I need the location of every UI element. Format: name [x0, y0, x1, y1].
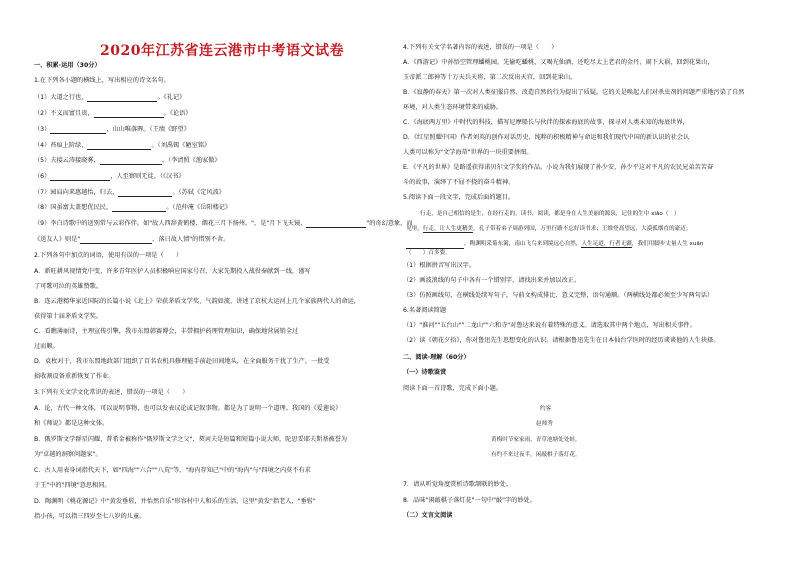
line-text: A．论，古代一种文体，可以说明事物，也可以发表议论或记叙事物。都是为了说明一个道理。我国的《爱莲说》 [34, 405, 342, 412]
right-line [403, 512, 769, 520]
left-line [34, 436, 386, 444]
right-line [403, 134, 769, 142]
line-text: （2）画波浪线的句子中各有一个错别字，请找出来并加以改正。 [403, 277, 581, 284]
passage-line-2 [406, 225, 766, 233]
line-text-after: 。（范仲淹《岳阳楼记》 [166, 204, 232, 211]
line-text: 8．品味"闲敲棋子落灯花"一句中"敲"字的妙处。 [403, 497, 536, 504]
line-text: 7．请从听觉角度赏析诗歌颔联的妙处。 [403, 481, 513, 488]
right-line [403, 354, 769, 362]
line-text-after: 。（刘禹锡《陋室铭》 [151, 142, 211, 149]
line-text: E．《平凡的世界》是路遥获得诺贝尔文学奖的作品。小说为我们展现了孙少安、孙少平这对平凡的农民兄弟苦苦奋 [403, 164, 714, 171]
line-text: 指小孩，可以指三四岁至七八岁的儿童。 [34, 513, 146, 520]
poem-title: 约客 [540, 406, 552, 412]
right-line [403, 385, 769, 393]
right-line [403, 497, 769, 505]
line-text: 过而顺。 [34, 343, 59, 350]
left-line [34, 77, 386, 85]
line-text: 3.下列有关文学文化常识的表述，错误的一项是（ ） [34, 389, 189, 396]
line-text: 人类可以称为"文学海蒂"世界的一块重要拼图。 [403, 149, 533, 156]
line-text: D．《红星照耀中国》作者刘英的创作对话历史、纯粹的积极精神与命运和我们现代中国的新认识的社会认 [403, 134, 690, 141]
line-text: 二、阅读·理解（60分） [403, 354, 470, 361]
right-line [403, 481, 769, 489]
left-line [34, 482, 386, 490]
line-text: 和《师说》都是这种文体。 [34, 420, 109, 427]
line-text-after: "的奇幻意象，而 [366, 220, 413, 227]
passage-line-3 [406, 240, 768, 249]
left-line [34, 328, 386, 336]
line-text: C．古人用表身词指代天下，如"四海""六合""八荒"等，"海内存知己"中的"海内"与"四境之内莫不有求 [34, 467, 311, 474]
line-text: （2）不义而富且贵， [34, 110, 94, 117]
answer-blank[interactable] [80, 237, 152, 244]
right-line [403, 292, 769, 300]
left-line [34, 313, 386, 321]
answer-blank[interactable] [50, 127, 106, 134]
line-text: （7）园肩向来惠越怡，归去， [34, 189, 119, 196]
passage-text: ，我们用脚步丈量人生 xuān [631, 241, 704, 247]
line-text: （8）国虽富太盖想优民民， [34, 204, 113, 211]
line-text-after: 。（李清照《渔家傲》 [161, 157, 221, 164]
line-text: 损收割设备重新恢复了作业。 [34, 373, 115, 380]
passage-text: ，陶渊明采菊东篱，南山飞鸟来到境远心自然， [464, 241, 582, 247]
line-text: 5.阅读下面一段文字，完成后面的题目。 [403, 194, 515, 201]
line-text: B．《寂静的春天》第一次对人类征服自然、改造自然的行为提出了质疑。它的关是唤起人们对杀虫剂的问题严重地污染了自然 [403, 89, 745, 96]
left-line [34, 236, 386, 244]
right-line [403, 322, 769, 330]
line-text: B．俄罗斯文学群星闪耀，普希金被称作"俄罗斯文学之父"，契诃夫是短篇和短篇小说大师，陀思妥耶夫斯基被誉为 [34, 436, 348, 443]
answer-blank[interactable] [118, 190, 172, 197]
line-text: （2）读《朝花夕拾》，你对鲁迅先生思想变化的认识。请根据鲁迅先生在日本仙台学医时的经历谈谈他的人生抉择。 [403, 337, 720, 344]
line-text: A．《西游记》中孙悟空管理蟠桃园，先偷吃蟠桃，又喝光仙酒，还吃尽太上老君的金丹，闹下大祸，回到花果山， [403, 59, 714, 66]
left-line [34, 252, 386, 260]
line-text: 获得第十届茅盾文学奖。 [34, 313, 103, 320]
right-line [403, 119, 769, 127]
right-line [403, 164, 769, 172]
line-text: （3） [34, 126, 51, 133]
left-line [34, 513, 386, 521]
answer-blank[interactable] [87, 143, 151, 150]
passage-line-4: （ ）百多姿。 [406, 250, 451, 256]
left-line [34, 173, 386, 181]
line-text: 《送友人》则是" [34, 236, 81, 243]
left-line [34, 373, 386, 381]
left-line [34, 389, 386, 397]
right-line [403, 89, 769, 97]
answer-blank[interactable] [100, 158, 162, 165]
line-text: 于王"中的"四境"意思相同。 [34, 482, 111, 489]
answer-blank[interactable] [406, 242, 464, 249]
answer-blank[interactable] [306, 221, 366, 228]
line-text: 了可歌可泣的英雄赞歌。 [34, 283, 103, 290]
line-text: （5）夫接云涛接晓雾， [34, 157, 100, 164]
passage-underlined-phrase: 行走，让人生更精美 [422, 226, 474, 232]
left-line [34, 204, 386, 212]
line-text: （一）诗歌鉴赏 [403, 369, 447, 376]
line-text: 玉帝派二郎神等十万天兵天将，第二次反出天宫，回到花果山。 [403, 74, 577, 81]
right-line [403, 104, 769, 112]
line-text: 阅读下面一首诗歌，完成下面小题。 [403, 385, 502, 392]
poem-author: 赵师秀 [536, 421, 553, 427]
line-text: （1）"淮河""五台山""二龙山""六和寺"对鲁达来说有着特殊的意义。请选取其中两个地点，写出相关事件。 [403, 322, 696, 329]
line-text: D．陶渊明《桃花源记》中"黄发垂髫，并怡然自乐"形容村中人和乐的生活，这里"黄发"指老人，"垂髫" [34, 498, 316, 505]
line-text: 4.下列有关文学名著内容的表述，错误的一项是（ ） [403, 44, 558, 51]
line-text: 斗的故事，演绎了不屈不挠的奋斗精神。 [403, 179, 515, 186]
line-text: 一、积累·运用（30分） [34, 62, 101, 69]
left-line [34, 268, 386, 276]
right-line [403, 74, 769, 82]
left-line [34, 498, 386, 506]
line-text-after: ，山山唯落晖。（王绩《野望》 [106, 126, 190, 133]
right-line [403, 194, 769, 202]
right-line [403, 179, 769, 187]
line-text: 1.在下列各小题的横线上，写出相应的诗文名句。 [34, 77, 170, 84]
left-line [34, 220, 413, 228]
right-line [403, 337, 769, 345]
poem-line-1: 黄梅时节家家雨，青草池塘处处蛙。 [491, 437, 581, 443]
line-text: 6.名著阅读简题 [403, 307, 447, 314]
line-text: 为"卓越的洞察问题家"。 [34, 451, 102, 458]
left-line [34, 94, 386, 102]
left-line [34, 62, 386, 70]
answer-blank[interactable] [50, 174, 110, 181]
left-line [34, 467, 386, 475]
passage-text: 。孔子带着弟子周游列国，万里行路不忘好读书求；王维登高望远，大漠孤烟直的豪迈； [473, 226, 692, 232]
line-text: （6） [34, 173, 51, 180]
line-text: （3）仿照画线句，在横线处续写句子，与前文构成排比，意义完整，语句通顺。（两横线处都必须至少写两句话） [403, 292, 714, 299]
line-text: （9）李白诗歌中的送别常与云彩作伴。如"故人西辞黄鹤楼，烟花三月下扬州。"，是"月下飞天镜， [34, 220, 307, 227]
line-text: B．连云港精华家近国际的长篇小说《北上》荣获茅盾文学奖，气韵如流，讲述了京杭大运河上几个家族两代人的命运， [34, 298, 360, 305]
left-line [34, 298, 386, 306]
passage-underlined-phrase: 人生足道，行者无疆 [581, 241, 632, 247]
right-line [403, 262, 769, 270]
right-line [403, 44, 769, 52]
left-line [34, 189, 386, 197]
right-line [403, 307, 769, 315]
right-line [403, 277, 769, 285]
left-line [34, 420, 386, 428]
answer-blank[interactable] [87, 95, 157, 102]
line-text: C．《海底两万里》中时代的科技，描写尼摩船长与伙伴的探索海底的故事，探寻对人类未知的海底世界， [403, 119, 689, 126]
answer-blank[interactable] [112, 205, 166, 212]
line-text-after: ，落日故人情"的惜别不舍。 [152, 236, 230, 243]
left-line [34, 451, 386, 459]
passage-line-1: 行走，是自己相信的是生，在经行走的，读书，阅读，都是身在人生美丽的源泉，记住的生中 xiǎo（ ） [420, 211, 680, 217]
line-text-after: 。《礼记》 [157, 94, 186, 101]
right-line [403, 369, 769, 377]
left-line [34, 343, 386, 351]
line-text: （1）大道之行也， [34, 94, 88, 101]
left-line [34, 142, 386, 150]
line-text: 环境，对人类生态环境带来的威胁。 [403, 104, 502, 111]
left-line [34, 110, 386, 118]
poem-line-2: 有约不来过夜半，闲敲棋子落灯花。 [491, 452, 581, 458]
line-text: （1）根据拼音写出汉字。 [403, 262, 475, 269]
line-text: （二）文言文阅读 [403, 512, 453, 519]
left-line [34, 405, 386, 413]
answer-blank[interactable] [94, 111, 164, 118]
line-text: C．看瞧薄丽诗，主理宣传引擎，我市东盟韩赛博会，丰带拥护药理管理知识，确保地营展销全过 [34, 328, 299, 335]
passage-text: 见里， [406, 226, 423, 232]
page-title: 2020年江苏省连云港市中考语文试卷 [100, 43, 344, 59]
left-line [34, 157, 386, 165]
line-text-after: 。《论语》 [163, 110, 192, 117]
line-text-after: 。（苏轼《定风波》 [172, 189, 225, 196]
line-text: （4）苔痕上阶绿， [34, 142, 88, 149]
right-line [403, 59, 769, 67]
line-text: A．新旺耕风视情党中变，许多青年医护人员积极响应国家号召，大家先期投入战役奉献到一线，谨写 [34, 268, 311, 275]
left-line [34, 358, 386, 366]
line-text-after: ，人至察则无徒。（《汉书》 [110, 173, 185, 180]
line-text: D．袁枚对于，我市东盟地政部门组织了百名农机具修理能手前赴田间地头，在全面服务干扰了生产，一批受 [34, 358, 330, 365]
left-line [34, 283, 386, 291]
line-text: 2.下列各句中加点的词语，使用有误的一项是（ ） [34, 252, 183, 259]
left-line [34, 126, 386, 134]
right-line [403, 149, 769, 157]
